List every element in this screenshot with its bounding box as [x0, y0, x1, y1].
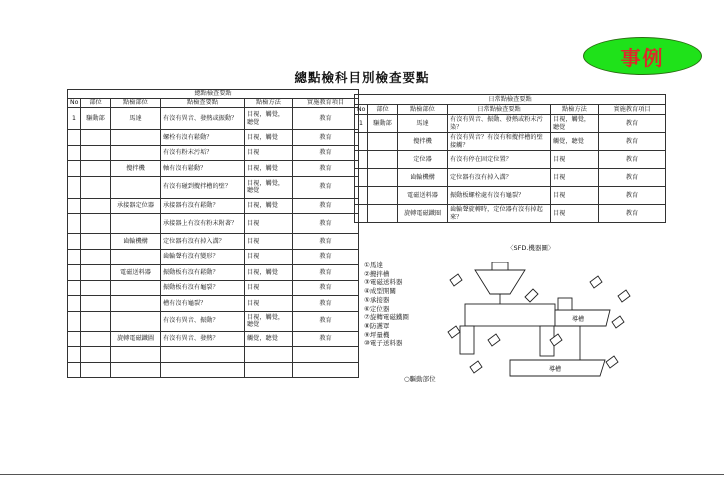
row-part	[81, 176, 111, 198]
header-method: 點檢方法	[551, 105, 599, 115]
header-education: 實施教育項目	[293, 99, 359, 108]
table-row	[68, 296, 359, 312]
row-education: 教育	[293, 234, 359, 250]
row-point: 振動板螺栓處有沒有龜裂？	[448, 187, 551, 205]
row-education: 教育	[599, 133, 666, 151]
component-list-item: ⑥定位器	[364, 304, 390, 313]
row-method: 目視	[551, 169, 599, 187]
table-row	[68, 311, 359, 331]
row-number	[68, 362, 81, 378]
row-method: 目視，觸覺	[245, 198, 293, 214]
row-method	[245, 347, 293, 363]
table-row	[68, 347, 359, 363]
row-point: 軸有沒有鬆動？	[161, 161, 245, 177]
row-part	[81, 130, 111, 146]
row-number	[355, 187, 368, 205]
row-point: 定位器有沒有掉入溝？	[161, 234, 245, 250]
row-number	[68, 145, 81, 161]
row-education: 教育	[293, 161, 359, 177]
row-education: 教育	[293, 130, 359, 146]
page-bottom-rule	[0, 474, 724, 475]
row-education: 教育	[599, 205, 666, 223]
hopper-shape	[475, 270, 525, 294]
table-row	[68, 265, 359, 281]
table-row	[68, 214, 359, 234]
row-method: 目視	[245, 249, 293, 265]
table-row	[355, 187, 666, 205]
row-number	[68, 161, 81, 177]
row-spot: 電磁送料器	[111, 265, 161, 281]
row-spot	[111, 280, 161, 296]
row-spot: 馬達	[111, 108, 161, 130]
row-part: 驅動部	[81, 108, 111, 130]
row-point: 承接器有沒有鬆動？	[161, 198, 245, 214]
row-method: 目視，觸覺，聽覺	[245, 311, 293, 331]
row-spot: 承接器定位器	[111, 198, 161, 214]
row-method: 目視	[551, 151, 599, 169]
table-row	[68, 331, 359, 347]
row-point: 有沒有異音、發熱或振動？	[161, 108, 245, 130]
row-method: 目視，觸覺	[245, 161, 293, 177]
row-number	[68, 176, 81, 198]
row-part: 驅動部	[368, 115, 398, 133]
row-part	[81, 198, 111, 214]
row-point	[161, 362, 245, 378]
header-method: 點檢方法	[245, 99, 293, 108]
row-part	[81, 311, 111, 331]
row-method: 觸覺，聽覺	[245, 331, 293, 347]
component-list-item: ①馬達	[364, 261, 383, 269]
row-method: 目視	[245, 280, 293, 296]
row-spot	[111, 130, 161, 146]
row-part	[81, 249, 111, 265]
component-list-item: ②攪拌槽	[364, 269, 390, 278]
row-number	[68, 214, 81, 234]
row-point: 齒輪聲旋轉時，定位器有沒有掉起來？	[448, 205, 551, 223]
row-education: 教育	[599, 151, 666, 169]
row-method: 目視	[245, 296, 293, 312]
row-part	[81, 347, 111, 363]
row-number	[355, 133, 368, 151]
row-method: 目視，觸覺，聽覺	[551, 115, 599, 133]
row-number	[68, 130, 81, 146]
row-number	[68, 296, 81, 312]
table-row	[355, 151, 666, 169]
row-point: 有沒有異音、發熱？	[161, 331, 245, 347]
row-education: 教育	[293, 296, 359, 312]
header-spot: 點檢部位	[111, 99, 161, 108]
row-part	[81, 296, 111, 312]
row-spot	[111, 145, 161, 161]
row-education: 教育	[293, 265, 359, 281]
row-number: 1	[355, 115, 368, 133]
page-title: 總點檢科目別檢查要點	[294, 70, 430, 85]
row-part	[368, 151, 398, 169]
row-part	[81, 265, 111, 281]
component-list	[364, 261, 409, 348]
table-row	[68, 176, 359, 198]
row-method: 目視	[245, 214, 293, 234]
machine-diagram	[430, 262, 640, 382]
row-part	[81, 362, 111, 378]
table-row	[355, 205, 666, 223]
row-point	[161, 347, 245, 363]
row-spot	[111, 311, 161, 331]
table-row	[355, 133, 666, 151]
row-part	[368, 187, 398, 205]
table-row	[68, 145, 359, 161]
row-number	[68, 280, 81, 296]
table-row	[68, 280, 359, 296]
row-part	[81, 234, 111, 250]
table-row	[68, 249, 359, 265]
row-spot	[111, 296, 161, 312]
diagram-legend: ○驅動部位	[404, 375, 436, 383]
component-list-item: ⑤承接器	[364, 295, 390, 304]
row-part	[368, 133, 398, 151]
row-number: 1	[68, 108, 81, 130]
table-row	[68, 108, 359, 130]
row-spot	[111, 249, 161, 265]
row-part	[81, 161, 111, 177]
row-method: 目視	[245, 234, 293, 250]
chute-label-lower: 導槽	[548, 366, 562, 373]
header-part: 部位	[368, 105, 398, 115]
row-point: 有沒有停在固定位置？	[448, 151, 551, 169]
row-number	[68, 198, 81, 214]
component-list-item: ③電磁送料器	[364, 278, 403, 287]
row-education: 教育	[293, 280, 359, 296]
table-row	[68, 234, 359, 250]
row-method: 目視，觸覺，聽覺	[245, 108, 293, 130]
row-spot	[111, 176, 161, 198]
daily-section-header: 日常點檢查要點	[355, 95, 666, 105]
daily-inspection-table	[354, 94, 666, 223]
row-education: 教育	[293, 214, 359, 234]
table-row	[68, 130, 359, 146]
row-number	[355, 205, 368, 223]
diagram-title: 〈SFD.機器圖〉	[507, 244, 555, 252]
row-spot: 齒輪機構	[398, 169, 448, 187]
row-spot: 攪拌機	[398, 133, 448, 151]
row-number	[68, 249, 81, 265]
row-spot	[111, 347, 161, 363]
row-point: 螺栓有沒有鬆動？	[161, 130, 245, 146]
row-education: 教育	[293, 176, 359, 198]
example-badge: 事例	[583, 37, 702, 75]
header-point: 日常點檢查要點	[448, 105, 551, 115]
row-education: 教育	[293, 249, 359, 265]
row-point: 承接器上有沒有粉末附著？	[161, 214, 245, 234]
row-education: 教育	[293, 331, 359, 347]
row-point: 有沒有異音、振動？	[161, 311, 245, 331]
header-education: 實施教育項目	[599, 105, 666, 115]
row-method: 目視，觸覺	[245, 265, 293, 281]
row-point: 有沒有碰到攪拌槽的壁？	[161, 176, 245, 198]
header-no: No	[68, 99, 81, 108]
row-spot: 攪拌機	[111, 161, 161, 177]
row-part	[81, 280, 111, 296]
motor-shape	[492, 262, 508, 270]
frame-shape	[465, 304, 555, 326]
row-education: 教育	[599, 187, 666, 205]
row-part	[368, 205, 398, 223]
row-number	[68, 311, 81, 331]
row-method	[245, 362, 293, 378]
component-list-item: ⑨坪量機	[364, 330, 390, 339]
row-number	[355, 151, 368, 169]
row-education: 教育	[599, 169, 666, 187]
component-list-item: ⑦旋轉電磁鐵圈	[364, 313, 409, 322]
row-number	[68, 265, 81, 281]
header-part: 部位	[81, 99, 111, 108]
row-part	[81, 214, 111, 234]
row-education: 教育	[293, 198, 359, 214]
row-number	[355, 169, 368, 187]
row-spot: 電磁送料器	[398, 187, 448, 205]
row-point: 有沒有異音、振動、發熱或粉末污染？	[448, 115, 551, 133]
row-spot: 馬達	[398, 115, 448, 133]
table-row	[68, 362, 359, 378]
component-list-item: ④成型開關	[364, 287, 396, 296]
table-row	[355, 115, 666, 133]
row-number	[68, 347, 81, 363]
row-spot	[111, 214, 161, 234]
row-point: 有沒有異音？有沒有和攪拌槽的壁接觸？	[448, 133, 551, 151]
row-method: 目視，觸覺	[245, 130, 293, 146]
row-spot	[111, 362, 161, 378]
row-spot: 齒輪機構	[111, 234, 161, 250]
row-number	[68, 234, 81, 250]
row-point: 定位器有沒有掉入溝？	[448, 169, 551, 187]
row-point: 槽有沒有龜裂？	[161, 296, 245, 312]
row-method: 目視	[245, 145, 293, 161]
row-method: 目視	[551, 205, 599, 223]
row-education: 教育	[599, 115, 666, 133]
component-list-item: ⑩電子送料器	[364, 339, 403, 348]
row-point: 有沒有粉末污垢？	[161, 145, 245, 161]
row-method: 目視，觸覺，聽覺	[245, 176, 293, 198]
row-part	[81, 145, 111, 161]
header-spot: 點檢部位	[398, 105, 448, 115]
table-row	[355, 169, 666, 187]
row-point: 振動板有沒有龜裂？	[161, 280, 245, 296]
row-method: 目視	[551, 187, 599, 205]
row-point: 振動板有沒有鬆動？	[161, 265, 245, 281]
row-education: 教育	[293, 311, 359, 331]
row-education	[293, 347, 359, 363]
table-row	[68, 198, 359, 214]
header-no: No	[355, 105, 368, 115]
component-list-item: ⑧防護罩	[364, 321, 390, 330]
header-point: 點檢查要點	[161, 99, 245, 108]
row-method: 觸覺，聽覺	[551, 133, 599, 151]
row-education	[293, 362, 359, 378]
row-spot: 定位器	[398, 151, 448, 169]
table-row	[68, 161, 359, 177]
row-part	[368, 169, 398, 187]
row-part	[81, 331, 111, 347]
row-point: 齒輪聲有沒有變形？	[161, 249, 245, 265]
row-education: 教育	[293, 108, 359, 130]
chute-label-upper: 導槽	[571, 316, 585, 323]
row-education: 教育	[293, 145, 359, 161]
general-section-header: 總點檢查要點	[68, 90, 359, 99]
row-spot: 旋轉電磁鐵圖	[111, 331, 161, 347]
general-inspection-table	[67, 89, 359, 378]
row-number	[68, 331, 81, 347]
row-spot: 旋轉電磁鐵圈	[398, 205, 448, 223]
